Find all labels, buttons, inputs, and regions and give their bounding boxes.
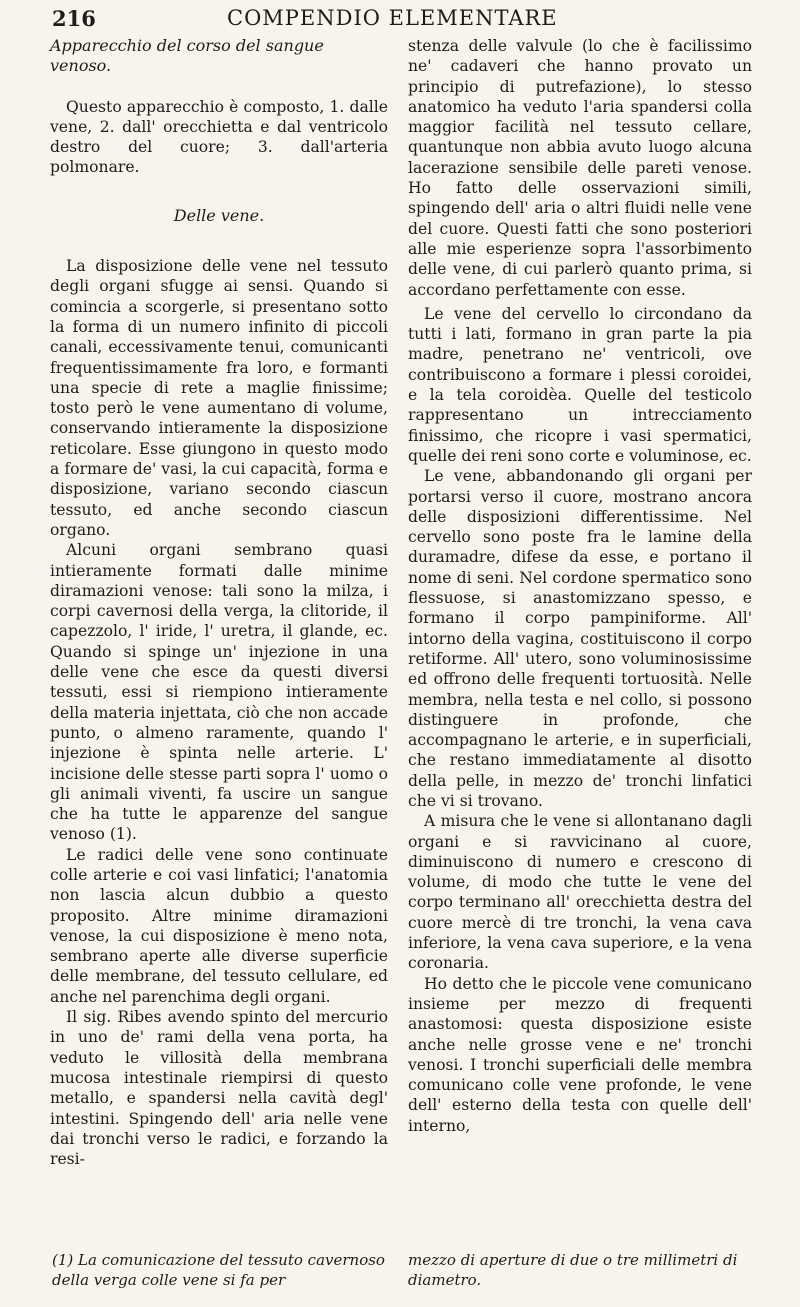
footnote-left: (1) La comunicazione del tessuto cavernoso della verga colle vene si fa per — [52, 1251, 385, 1289]
page-number: 216 — [52, 6, 96, 31]
paragraph: Questo apparecchio è composto, 1. dalle vene, 2. dall' orecchietta e dal ventricolo destro del cuore; 3. dall'arteria polmonare. — [50, 97, 388, 177]
paragraph: Alcuni organi sembrano quasi intieramente formati dalle minime diramazioni venose: tali sono la milza, i corpi cavernosi della verga, la clitoride, il capezzolo, l' iride, l' uretra, il glande, ec. Quando si spinge un' injezione in una delle vene che esce da questi diversi tessuti, essi si riempiono intieramente della materia injettata, ciò che non accade punto, o almeno raramente, quando l' injezione è spinta nelle arterie. L' incisione delle stesse parti sopra l' uomo o gli animali viventi, fa uscire un sangue che ha tutte le apparenze del sangue venoso (1). — [50, 541, 388, 844]
paragraph: Ho detto che le piccole vene comunicano insieme per mezzo di frequenti anastomosi: questa disposizione esiste anche nelle grosse vene e ne' tronchi venosi. I tronchi superficiali delle membra comunicano colle vene profonde, le vene dell' esterno della testa con quelle dell' interno, — [408, 974, 752, 1135]
paragraph: Le vene del cervello lo circondano da tutti i lati, formano in gran parte la pia madre, penetrano ne' ventricoli, ove contribuiscono a formare i plessi coroidei, e la tela coroidèa. Quelle del testicolo rappresentano un intrecciamento finissimo, che ricopre i vasi spermatici, quelle dei reni sono corte e voluminose, ec. — [408, 304, 752, 465]
paragraph: stenza delle valvule (lo che è facilissimo ne' cadaveri che hanno provato un principio di putrefazione), lo stesso anatomico ha veduto l'aria spandersi colla maggior facilità nel tessuto cellare, quantunque non abbia avuto luogo alcuna lacerazione sensibile delle pareti venose. Ho fatto delle osservazioni simili, spingendo dell' aria o altri fluidi nelle vene del cuore. Questi fatti che sono posteriori alle mie esperienze sopra l'assorbimento delle vene, di cui parlerò quanto prima, si accordano perfettamente con esse. — [408, 37, 752, 299]
section-heading: Apparecchio del corso del sangue venoso. — [50, 36, 324, 76]
right-column — [408, 36, 752, 1136]
running-title: COMPENDIO ELEMENTARE — [227, 6, 558, 30]
left-column — [50, 36, 388, 1169]
paragraph: La disposizione delle vene nel tessuto degli organi sfugge ai sensi. Quando si comincia a scorgerle, si presentano sotto la forma di un numero infinito di piccoli canali, eccessivamente tenui, comunicanti frequentissimamente fra loro, e formanti una specie di rete a maglie finissime; tosto però le vene aumentano di volume, conservando intieramente la disposizione reticolare. Esse giungono in questo modo a formare de' vasi, la cui capacità, forma e disposizione, variano secondo ciascun tessuto, ed anche secondo ciascun organo. — [50, 257, 388, 539]
paragraph: A misura che le vene si allontanano dagli organi e si ravvicinano al cuore, diminuiscono di numero e crescono di volume, di modo che tutte le vene del corpo terminano all' orecchietta destra del cuore mercè di tre tronchi, la vena cava inferiore, la vena cava superiore, e la vena coronaria. — [408, 812, 752, 973]
page-header — [52, 6, 748, 36]
footnote-right: mezzo di aperture di due o tre millimetri di diametro. — [408, 1251, 738, 1289]
paragraph: Il sig. Ribes avendo spinto del mercurio in uno de' rami della vena porta, ha veduto le villosità della membrana mucosa intestinale riempirsi di questo metallo, e spandersi nella cavità degl' intestini. Spingendo dell' aria nelle vene dai tronchi verso le radici, e forzando la resi- — [50, 1008, 388, 1169]
paragraph: Le vene, abbandonando gli organi per portarsi verso il cuore, mostrano ancora delle disposizioni differentissime. Nel cervello sono poste fra le lamine della duramadre, difese da esse, e portano il nome di seni. Nel cordone spermatico sono flessuose, si anastomizzano spesso, e formano il corpo pampiniforme. All' intorno della vagina, costituiscono il corpo retiforme. All' utero, sono voluminosissime ed offrono delle frequenti tortuosità. Nelle membra, nella testa e nel collo, si possono distinguere in profonde, che accompagnano le arterie, e in superficiali, che restano immediatamente al disotto della pelle, in mezzo de' tronchi linfatici che vi si trovano. — [408, 467, 752, 810]
paragraph: Le radici delle vene sono continuate colle arterie e coi vasi linfatici; l'anatomia non lascia alcun dubbio a questo proposito. Altre minime diramazioni venose, la cui disposizione è meno nota, sembrano aperte alle diverse superficie delle membrane, del tessuto cellulare, ed anche nel parenchima degli organi. — [50, 845, 388, 1006]
subsection-heading: Delle vene. — [173, 205, 265, 225]
